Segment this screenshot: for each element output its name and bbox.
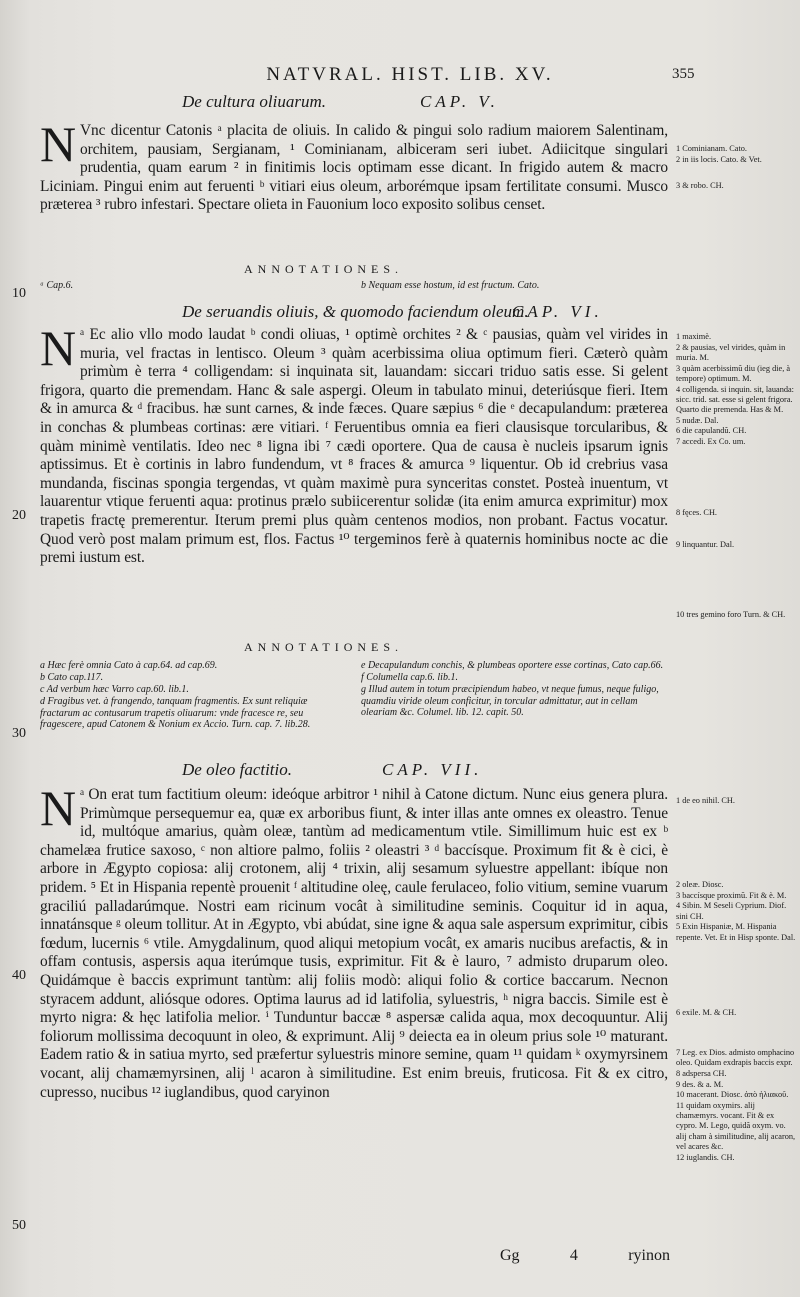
margin-notes-chapter-6b (676, 508, 796, 519)
page-number: 355 (672, 66, 695, 82)
margin-note: 7 accedi. Ex Co. um. (676, 437, 746, 447)
line-number-20: 20 (12, 508, 26, 523)
chapter-6-text (40, 320, 668, 568)
margin-note: 6 die capulandũ. CH. (676, 426, 747, 436)
annotation-note: f Columella cap.6. lib.1. (361, 672, 458, 683)
margin-note: 1 Cominianam. Cato. (676, 144, 747, 153)
chapter-5-dropcap: N (40, 116, 77, 172)
line-number-10: 10 (12, 286, 26, 301)
margin-note: 3 quàm acerbissimũ diu (ieg die, à tempore) optimum. M. (676, 363, 791, 383)
margin-notes-chapter-6d (676, 610, 796, 621)
annotation-note: d Fragibus vet. à frangendo, tanquam fragmentis. Ex sunt reliquiæ fractarum ac contusarum trapetis oliuarum: vnde fracesce re, seu fragescere, apud Catonem & Nonium ex Accio. Turn. cap. 7. lib.28. (40, 696, 311, 730)
annotations-1 (40, 280, 666, 292)
margin-notes-chapter-5 (676, 144, 796, 192)
margin-note: 2 & pausias, vel virides, quàm in muria. M. (676, 342, 786, 362)
annotations-2-right (361, 660, 666, 731)
annotation-note: b Nequam esse hostum, id est fructum. Cato. (361, 280, 540, 291)
margin-note: 3 baccísque proximũ. Fit & è. M. (676, 890, 787, 900)
chapter-5-body: Vnc dicentur Catonis ᵃ placita de oliuis. In calido & pingui solo radium maiorem Salentinam, orchitem, pausiam, Sergianam, ¹ Cominianam, albiceram seri iubet. Adiicitque singulari prudentia, quam earum ² in finitimis locis optimam esse dicant. In frigido autem & macro Liciniam. Pingui enim aut feruenti ᵇ vitiari eius oleum, arborémque ipsam fertilitate consumi. Musco præterea ³ rubro infestari. Spectare olieta in Fauonium loco exposito solibus censet. (40, 122, 668, 214)
chapter-6-heading (182, 302, 662, 322)
chapter-6-number: CAP. VI. (512, 302, 603, 321)
margin-note: 5 nudæ. Dal. (676, 415, 719, 425)
annotations-1-right (361, 280, 666, 292)
chapter-5-number: CAP. V. (420, 92, 499, 111)
annotation-note: ᵃ Cap.6. (40, 280, 74, 291)
margin-note: 2 oleæ. Diosc. (676, 880, 724, 889)
catchword-line (500, 1247, 670, 1265)
margin-notes-chapter-6 (676, 332, 796, 448)
chapter-7-body: ᵃ On erat tum factitium oleum: ideóque arbitror ¹ nihil à Catone dictum. Nunc eius genera plura. Primùmque persequemur ea, quæ ex arboribus fiunt, & inter illas ante omnes ex oleastro. Tenue id, multóque amarius, quàm oleæ, tantùm ad medicamentum vtile. Simillimum huic est ex ᵇ chamelæa frutice saxoso, ᶜ non altiore palmo, foliis ² oleastri ³ ᵈ baccísque. Proximum fit & è cici, è arbore in Ægypto copiosa: alij crotonem, alij ⁴ trixin, alij sesamum syluestre appellant: ibíque non pridem. ⁵ Et in Hispania repentè prouenit ᶠ altitudine oleę, caule ferulaceo, folio vitium, semine vuarum graciliú palladarúmque. Nostri eam ricinum vocât à similitudine seminis. Coquitur id in aqua, innatánsque ᵍ oleum tollitur. At in Ægypto, vbi abúdat, sine igne & aqua sale aspersum exprimitur, cibis fœdum, lucernis ⁶ vtile. Amygdalinum, quod aliqui metopium vocât, ex amaris nucibus arefactis, & in offam contusis, aspersis aqua iterúmque tusis, exprimitur. Fit & è lauro, ⁷ admisto druparum oleo. Quidámque è baccis exprimunt tantùm: alij foliis modò: aliqui folio & cortice baccarum. Necnon styracem addunt, aliósque odores. Optima laurus ad id latifolia, syluestris, ʰ nigra baccis. Simile est è myrto nigra: & hęc latifolia melior. ⁱ Tunduntur baccæ ⁸ aspersæ calida aqua, mox decoquuntur. Alij foliorum mollissima decoquunt in oleo, & exprimunt. Alij ⁹ deiecta ea in oleum prius sole ¹⁰ maturant. Eadem ratio & in satiua myrto, sed præfertur syluestris minore semine, quam ¹¹ quidam ᵏ oxymyrsinem vocant, alij chamæmyrsinen, alij ˡ acaron à similitudine. Est enim breuis, fruticosa. Fit & ex citro, cupresso, nucibus ¹² iuglandibus, quod caryinon (40, 786, 668, 1101)
line-number-50: 50 (12, 1218, 26, 1233)
margin-note: 3 & robo. CH. (676, 180, 724, 190)
margin-note: 12 iuglandis. CH. (676, 1152, 735, 1162)
margin-note: 6 exile. M. & CH. (676, 1008, 737, 1017)
annotations-2-title: ANNOTATIONES. (244, 640, 404, 654)
annotations-2-left (40, 660, 345, 731)
margin-note: 1 de eo nihil. CH. (676, 796, 735, 805)
running-title: NATVRAL. HIST. LIB. XV. (266, 64, 554, 85)
margin-notes-chapter-7 (676, 796, 796, 807)
chapter-7-title: De oleo factitio. (182, 760, 293, 779)
signature-mark: Gg (500, 1247, 520, 1264)
margin-note: 9 linquantur. Dal. (676, 540, 735, 549)
annotation-note: g Illud autem in totum præcipiendum habeo, vt neque fumus, neque fuligo, quamdiu viride oleum conficitur, in torcular admittatur, aut in cellam oleariam &c. Columel. lib. 12. capit. 50. (361, 684, 659, 718)
chapter-5-heading (182, 92, 662, 112)
margin-note: 4 colligenda. si inquin. sit, lauanda: sicc. trid. sat. esse si gelent frigora. Quarto die premenda. Has & M. (676, 384, 794, 414)
margin-note: 11 quidam oxymirs. alij chamæmyrs. vocant. Fit & ex cypro. M. Lego, quidã oxym. vo. alij cham à similitudine, alij acaron, vel acares &c. (676, 1101, 796, 1151)
margin-notes-chapter-7d (676, 1048, 796, 1163)
margin-notes-chapter-6c (676, 540, 796, 551)
annotations-2 (40, 660, 666, 731)
annotations-1-left (40, 280, 345, 292)
line-number-40: 40 (12, 968, 26, 983)
annotation-note: b Cato cap.117. (40, 672, 104, 683)
chapter-7-number: CAP. VII. (382, 760, 483, 779)
chapter-7-dropcap: N (40, 780, 77, 836)
signature-number: 4 (569, 1247, 578, 1264)
chapter-6-body: ᵃ Ec alio vllo modo laudat ᵇ condi oliuas, ¹ optimè orchites ² & ᶜ pausias, quàm vel virides in muria, vel fractas in lentisco. Oleum ³ quàm acerbissima oliua optimum fieri. Cæterò quàm primùm è terra ⁴ colligendam: si inquinata sit, lauandam: siccari triduo satis esse. Si gelent frigora, quarto die premendam. Hanc & sale aspergi. Oleum in tabulato minui, deteriúsque fieri. Item & in amurca & ᵈ fracibus. hæ sunt carnes, & inde fæces. Quare sæpius ⁶ die ᵉ decapulandum: præterea in conchas & plumbeas cortinas: ære vitiari. ᶠ Feruentibus omnia ea fieri clausisque torcularibus, & quàm minimè ventilatis. Ideo nec ⁸ ligna ibi ⁷ cædi oportere. Qua de causa è nucleis ipsarum ignis aptissimus. Et è cortinis in labro fundendum, vt ⁸ fraces & amurca ⁹ liquentur. Ob id crebrius vasa mundanda, fiscinas spongia tergendas, vt quàm maximè pura synceritas constet. Posteà inuentum, vt lauarentur vtique feruenti aqua: protinus prælo subiicerentur solidæ (ita enim amurca exprimitur) mox trapetis fractę premerentur. Iterum premi plus quàm centenos modios, non probant. Factus vocatur. Quod verò post malam primum est, flos. Factus ¹⁰ tergeminos ferè à quaternis hominibus nocte ac die premi iustum est. (40, 326, 668, 567)
annotation-note: c Ad verbum hæc Varro cap.60. lib.1. (40, 684, 189, 695)
margin-note: 10 macerant. Diosc. ἀπὸ ἡλιακοῦ. (676, 1090, 789, 1100)
annotation-note: a Hæc ferè omnia Cato à cap.64. ad cap.69. (40, 660, 218, 671)
margin-note: 10 tres gemino foro Turn. & CH. (676, 610, 786, 619)
margin-note: 8 fęces. CH. (676, 508, 718, 517)
margin-note: 8 adspersa CH. (676, 1068, 727, 1078)
margin-note: 9 des. & a. M. (676, 1079, 724, 1089)
margin-notes-chapter-7b (676, 880, 796, 943)
chapter-6-title: De seruandis oliuis, & quomodo faciendum oleum. (182, 302, 529, 321)
margin-note: 7 Leg. ex Dios. admisto omphacino oleo. Quidam exdrapis baccis expr. (676, 1048, 795, 1068)
chapter-5-title: De cultura oliuarum. (182, 92, 327, 111)
chapter-7-text (40, 780, 668, 1102)
annotations-1-title: ANNOTATIONES. (244, 262, 404, 276)
chapter-7-heading (182, 760, 662, 780)
margin-note: 4 Sibin. M Seseli Cyprium. Diof. sini CH. (676, 901, 787, 921)
margin-note: 5 Exin Hispaniæ, M. Hispania repente. Vet. Et in Hisp sponte. Dal. (676, 922, 796, 942)
catchword: ryinon (628, 1247, 670, 1264)
chapter-6-dropcap: N (40, 320, 77, 376)
chapter-5-text (40, 116, 668, 215)
annotation-note: e Decapulandum conchis, & plumbeas oportere esse cortinas, Cato cap.66. (361, 660, 664, 671)
margin-notes-chapter-7c (676, 1008, 796, 1019)
margin-note: 2 in iis locis. Cato. & Vet. (676, 154, 762, 164)
line-number-30: 30 (12, 726, 26, 741)
margin-note: 1 maximè. (676, 332, 712, 341)
